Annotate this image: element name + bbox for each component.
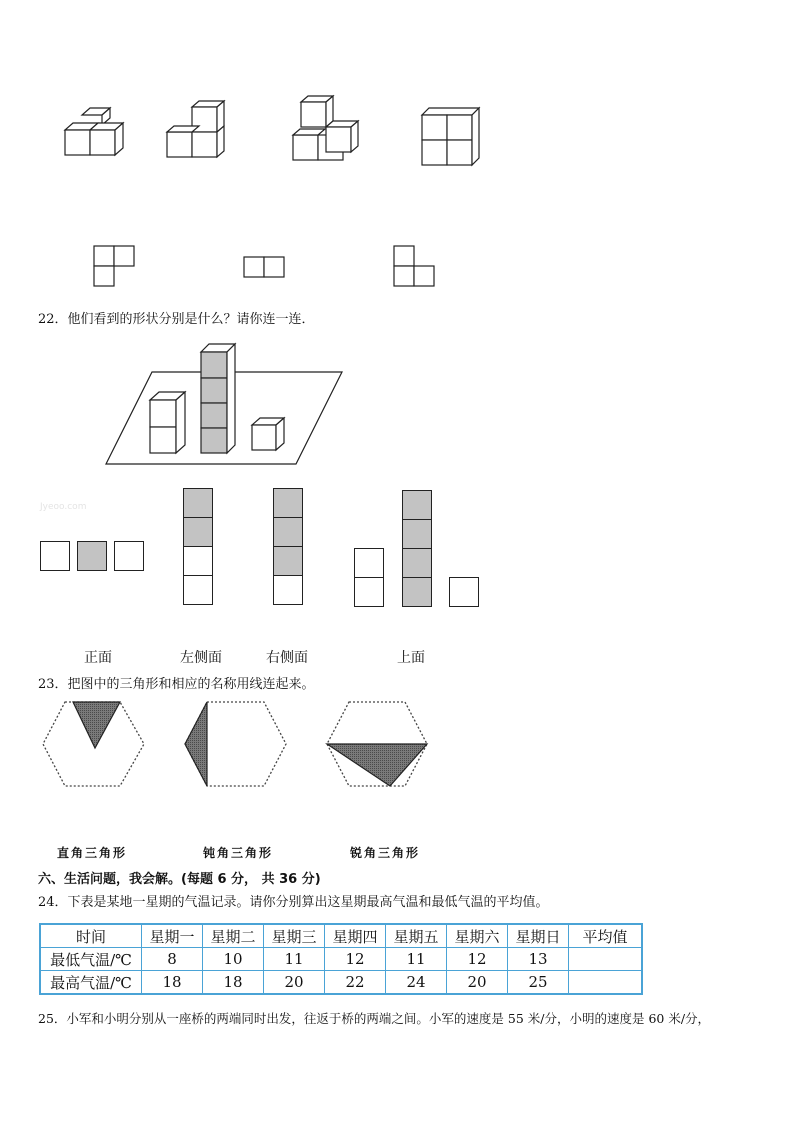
label-left-side: 左侧面 bbox=[180, 650, 222, 666]
label-obtuse-triangle: 钝角三角形 bbox=[203, 846, 274, 860]
flat-views-top bbox=[90, 242, 450, 292]
label-right-side: 右侧面 bbox=[266, 650, 308, 666]
table-header-cell: 星期六 bbox=[447, 924, 508, 948]
label-right-triangle: 直角三角形 bbox=[57, 846, 128, 860]
watermark: Jyeoo.com bbox=[40, 502, 87, 512]
cube-figure-1 bbox=[65, 108, 123, 155]
question-22: 22．他们看到的形状分别是什么？请你连一连． bbox=[38, 312, 315, 327]
label-front: 正面 bbox=[84, 650, 112, 666]
table-header-cell: 星期三 bbox=[264, 924, 325, 948]
table-cell: 8 bbox=[142, 948, 203, 971]
question-24: 24．下表是某地一星期的气温记录。请你分别算出这星期最高气温和最低气温的平均值。 bbox=[38, 895, 549, 910]
acute-triangle-shaded bbox=[73, 702, 120, 748]
table-header-cell: 星期四 bbox=[325, 924, 386, 948]
q23-hexagons bbox=[40, 698, 440, 798]
cube-figures-top bbox=[55, 90, 495, 180]
table-header-cell: 平均值 bbox=[569, 924, 643, 948]
table-cell-answer[interactable] bbox=[569, 948, 643, 971]
table-header-row bbox=[40, 924, 642, 948]
table-cell: 24 bbox=[386, 971, 447, 995]
q22-middle-stack bbox=[201, 344, 235, 453]
table-header-cell: 星期日 bbox=[508, 924, 569, 948]
table-cell: 13 bbox=[508, 948, 569, 971]
table-cell: 12 bbox=[447, 948, 508, 971]
label-acute-triangle: 锐角三角形 bbox=[350, 846, 421, 860]
table-row bbox=[40, 971, 642, 995]
q22-scene bbox=[100, 340, 350, 470]
flat-view-3 bbox=[394, 246, 434, 286]
question-23: 23．把图中的三角形和相应的名称用线连起来。 bbox=[38, 677, 315, 692]
table-cell: 20 bbox=[447, 971, 508, 995]
section-6-heading: 六、生活问题，我会解。(每题 6 分， 共 36 分) bbox=[38, 872, 321, 887]
q22-single-cube bbox=[252, 418, 284, 450]
table-cell: 最高气温/℃ bbox=[40, 971, 142, 995]
label-top: 上面 bbox=[397, 650, 425, 666]
cube-figure-3 bbox=[293, 96, 358, 160]
table-header-cell: 星期二 bbox=[203, 924, 264, 948]
cube-figure-4 bbox=[422, 108, 479, 165]
table-header-cell: 时间 bbox=[40, 924, 142, 948]
table-cell: 11 bbox=[264, 948, 325, 971]
cube-figure-2 bbox=[167, 101, 224, 157]
flat-view-2 bbox=[244, 257, 284, 277]
table-cell: 12 bbox=[325, 948, 386, 971]
question-25: 25．小军和小明分别从一座桥的两端同时出发，往返于桥的两端之间。小军的速度是 55 米/分，小明的速度是 60 米/分， bbox=[38, 1011, 711, 1026]
flat-view-1 bbox=[94, 246, 134, 286]
table-cell: 22 bbox=[325, 971, 386, 995]
table-cell: 10 bbox=[203, 948, 264, 971]
table-cell-answer[interactable] bbox=[569, 971, 643, 995]
table-header-cell: 星期一 bbox=[142, 924, 203, 948]
obtuse-triangle-shaded bbox=[327, 744, 427, 786]
table-cell: 最低气温/℃ bbox=[40, 948, 142, 971]
table-cell: 25 bbox=[508, 971, 569, 995]
table-cell: 18 bbox=[203, 971, 264, 995]
table-row bbox=[40, 948, 642, 971]
table-cell: 18 bbox=[142, 971, 203, 995]
table-cell: 11 bbox=[386, 948, 447, 971]
temperature-table bbox=[39, 923, 643, 995]
table-header-cell: 星期五 bbox=[386, 924, 447, 948]
right-triangle-shaded bbox=[185, 702, 207, 786]
q22-left-stack bbox=[150, 392, 185, 453]
table-cell: 20 bbox=[264, 971, 325, 995]
